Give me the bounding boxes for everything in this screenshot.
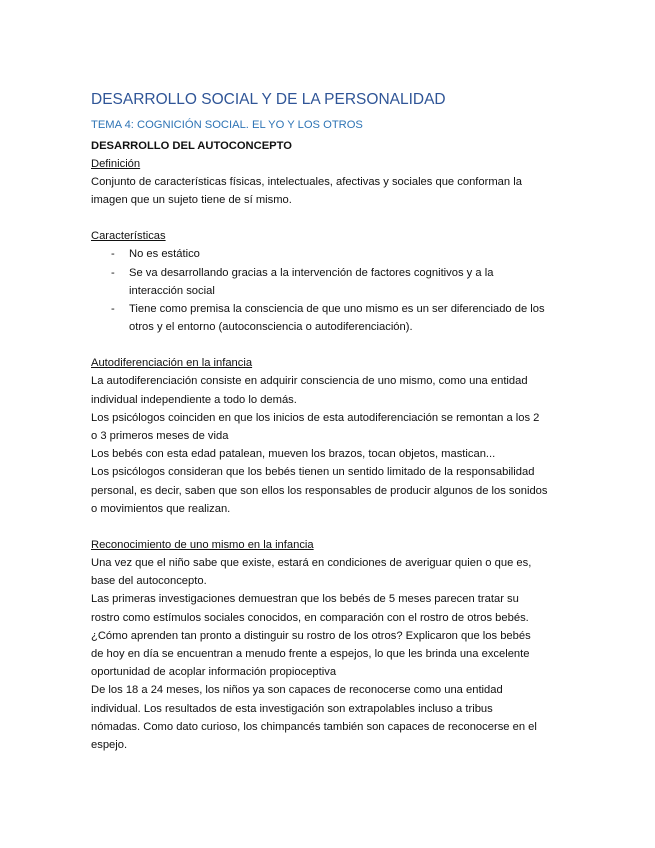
text-line: Los psicólogos coinciden en que los inicios de esta autodiferenciación se remontan a los 2 — [91, 411, 540, 424]
text-line: De los 18 a 24 meses, los niños ya son capaces de reconocerse como una entidad — [91, 684, 503, 697]
text-line: imagen que un sujeto tiene de sí mismo. — [91, 194, 292, 207]
text-line: individual. Los resultados de esta investigación son extrapolables incluso a tribus — [91, 702, 493, 715]
text-line: ¿Cómo aprenden tan pronto a distinguir su rostro de los otros? Explicaron que los bebés — [91, 629, 531, 642]
list-item — [91, 264, 571, 300]
document-title: DESARROLLO SOCIAL Y DE LA PERSONALIDAD — [91, 91, 446, 108]
text-line: Las primeras investigaciones demuestran que los bebés de 5 meses parecen tratar su — [91, 593, 519, 606]
section-heading: DESARROLLO DEL AUTOCONCEPTO — [91, 140, 292, 152]
autodiferenciacion-heading: Autodiferenciación en la infancia — [91, 357, 253, 370]
autodiferenciacion-paragraph — [91, 372, 571, 518]
text-line: La autodiferenciación consiste en adquirir consciencia de uno mismo, como una entidad — [91, 375, 528, 388]
text-line: personal, es decir, saben que son ellos los responsables de producir algunos de los sonidos — [91, 484, 548, 497]
text-line: base del autoconcepto. — [91, 575, 207, 588]
list-item-text: Se va desarrollando gracias a la intervención de factores cognitivos y a la — [129, 266, 494, 279]
text-line: Los psicólogos consideran que los bebés tienen un sentido limitado de la responsabilidad — [91, 466, 535, 479]
list-item-text: interacción social — [129, 284, 215, 297]
text-line: espejo. — [91, 739, 128, 752]
caracteristicas-list — [91, 245, 571, 336]
definicion-heading: Definición — [91, 158, 141, 170]
text-line: Los bebés con esta edad patalean, mueven los brazos, tocan objetos, mastican... — [91, 448, 496, 461]
list-item — [91, 300, 571, 336]
dash-bullet: - — [111, 303, 115, 316]
dash-bullet: - — [111, 248, 115, 261]
text-line: Conjunto de características físicas, intelectuales, afectivas y sociales que conforman la — [91, 176, 522, 188]
text-line: individual independiente a todo lo demás. — [91, 393, 297, 406]
reconocimiento-paragraph — [91, 554, 571, 754]
text-line: o movimientos que realizan. — [91, 502, 231, 515]
dash-bullet: - — [111, 266, 115, 279]
document-page — [91, 90, 571, 754]
definicion-paragraph — [91, 173, 571, 209]
caracteristicas-heading: Características — [91, 230, 166, 243]
list-item-text: otros y el entorno (autoconsciencia o autodiferenciación). — [129, 321, 413, 334]
text-line: rostro como estímulos sociales conocidos, en comparación con el rostro de otros bebés. — [91, 611, 529, 624]
text-line: Una vez que el niño sabe que existe, estará en condiciones de averiguar quien o que es, — [91, 557, 532, 570]
text-line: de hoy en día se encuentran a menudo frente a espejos, lo que les brinda una excelente — [91, 648, 530, 661]
reconocimiento-heading: Reconocimiento de uno mismo en la infancia — [91, 539, 314, 552]
text-line: oportunidad de acoplar información propioceptiva — [91, 666, 337, 679]
text-line: nómadas. Como dato curioso, los chimpancés también son capaces de reconocerse en el — [91, 720, 537, 733]
list-item-text: No es estático — [129, 248, 200, 261]
topic-subtitle: TEMA 4: COGNICIÓN SOCIAL. EL YO Y LOS OTROS — [91, 119, 363, 131]
text-line: o 3 primeros meses de vida — [91, 430, 229, 443]
list-item — [91, 245, 571, 263]
list-item-text: Tiene como premisa la consciencia de que uno mismo es un ser diferenciado de los — [129, 303, 545, 316]
